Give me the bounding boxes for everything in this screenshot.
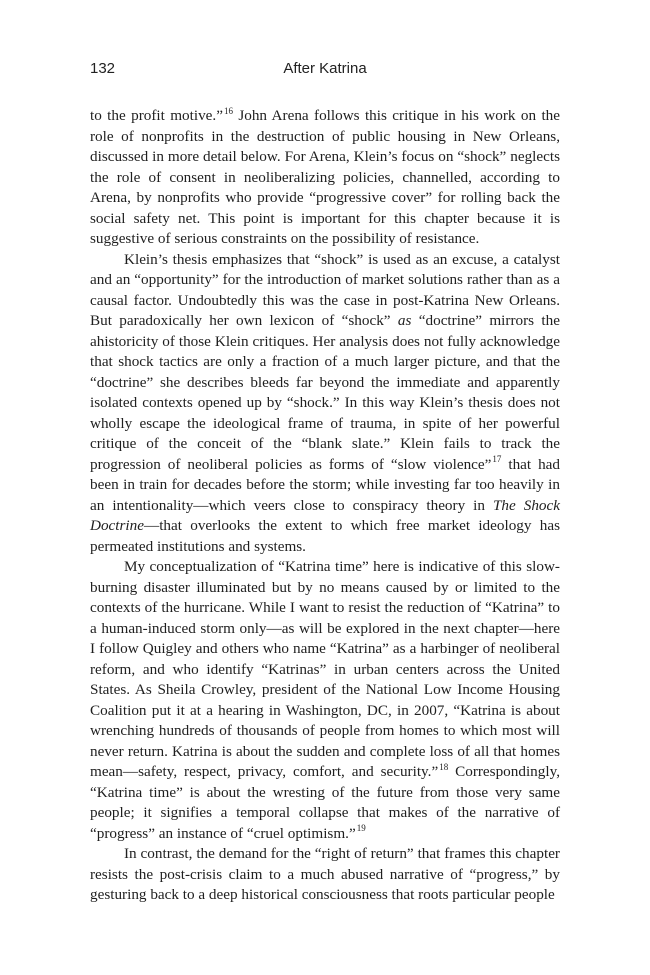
running-head — [90, 60, 560, 82]
text-run: to the profit motive.” — [90, 107, 223, 124]
body-text — [90, 106, 560, 906]
text-run: “doctrine” mirrors the ahistoricity of those Klein critiques. Her analysis does not fully acknowledge that shock tactics are only a fraction of a much larger picture, and that the “doctrine” she describes bleeds far beyond the immediate and apparently isolated contexts opened up by “shock.” In this way Klein’s thesis does not wholly escape the ideological frame of trauma, in spite of her powerful critique of the conceit of the “blank slate.” Klein fails to track the progression of neoliberal policies as forms of “slow violence” — [90, 312, 560, 473]
footnote-ref: 16 — [223, 105, 233, 116]
page-number: 132 — [90, 60, 116, 77]
paragraph — [90, 106, 560, 250]
italic-text: as — [397, 312, 412, 329]
footnote-ref: 18 — [439, 761, 449, 772]
text-run: that had been in train for decades before the storm; while investing far too heavily in an intentionality—which veers close to conspiracy theory in — [90, 455, 561, 514]
footnote-ref: 19 — [356, 823, 366, 834]
text-run: In contrast, the demand for the “right of return” that frames this chapter resists the post-crisis claim to a much abused narrative of “progress,” by gesturing back to a deep historical consciousness that roots particular people — [90, 845, 560, 903]
footnote-ref: 17 — [492, 454, 502, 465]
running-title: After Katrina — [283, 60, 367, 77]
paragraph — [90, 250, 560, 558]
text-run: My conceptualization of “Katrina time” here is indicative of this slow-burning disaster illuminated but by no means caused by or limited to the contexts of the hurricane. While I want to resist the reduction of “Katrina” to a human-induced storm only—as will be explored in the next chapter—here I follow Quigley and others who name “Katrina” as a harbinger of neoliberal reform, and who identify “Katrinas” in urban centers across the United States. As Sheila Crowley, president of the National Low Income Housing Coalition put it at a hearing in Washington, DC, in 2007, “Katrina is about wrenching hundreds of thousands of people from homes to which most will never return. Katrina is about the sudden and complete loss of all that homes mean—safety, respect, privacy, comfort, and security.” — [90, 558, 560, 780]
text-run: Klein’s thesis emphasizes that “shock” is used as an excuse, a catalyst and an “opportunity” for the introduction of market solutions rather than as a causal factor. Undoubtedly this was the case in post-Katrina New Orleans. But paradoxically her own lexicon of “shock” — [90, 250, 560, 329]
text-run: John Arena follows this critique in his work on the role of nonprofits in the destruction of public housing in New Orleans, discussed in more detail below. For Arena, Klein’s focus on “shock” neglects the role of consent in neoliberalizing policies, channelled, according to Arena, by nonprofits who provide “progressive cover” for rolling back the social safety net. This point is important for this chapter because it is suggestive of serious constraints on the possibility of resistance. — [90, 107, 561, 247]
paragraph — [90, 844, 560, 906]
text-run: —that overlooks the extent to which free market ideology has permeated institutions and systems. — [90, 517, 560, 555]
paragraph — [90, 557, 560, 844]
text-run: Correspondingly, “Katrina time” is about the wresting of the future from those very same people; it signifies a temporal collapse that makes of the narrative of “progress” an instance of “cruel optimism.” — [90, 763, 560, 842]
italic-text: The Shock Doctrine — [90, 496, 560, 534]
